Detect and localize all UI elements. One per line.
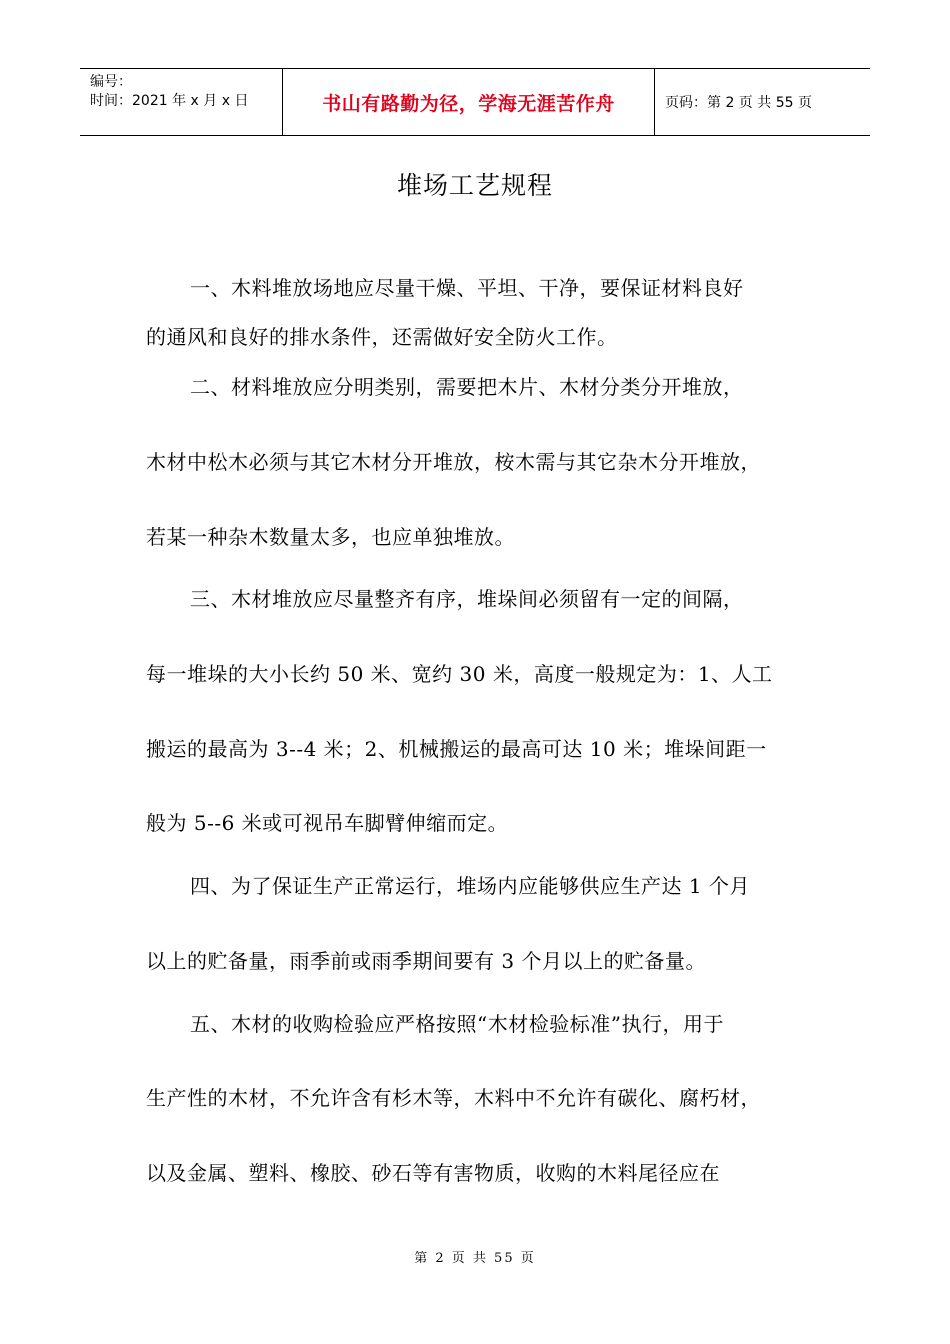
body-line: 般为 5--6 米或可视吊车脚臂伸缩而定。 — [146, 811, 509, 835]
body-line: 三、木材堆放应尽量整齐有序，堆垛间必须留有一定的间隔， — [190, 587, 744, 611]
body-line: 的通风和良好的排水条件，还需做好安全防火工作。 — [146, 325, 618, 349]
body-line: 生产性的木材，不允许含有杉木等，木料中不允许有碳化、腐朽材， — [146, 1086, 761, 1110]
header-motto: 书山有路勤为径，学海无涯苦作舟 — [282, 69, 655, 135]
body-line: 四、为了保证生产正常运行，堆场内应能够供应生产达 1 个月 — [190, 874, 750, 898]
document-title: 堆场工艺规程 — [396, 171, 553, 200]
body-line: 木材中松木必须与其它木材分开堆放，桉木需与其它杂木分开堆放， — [146, 450, 761, 474]
body-line: 二、材料堆放应分明类别，需要把木片、木材分类分开堆放， — [190, 375, 744, 399]
body-line: 每一堆垛的大小长约 50 米、宽约 30 米，高度一般规定为：1、人工 — [146, 662, 773, 686]
header-meta — [80, 69, 282, 135]
body-line: 若某一种杂木数量太多，也应单独堆放。 — [146, 525, 515, 549]
body-line: 搬运的最高为 3--4 米；2、机械搬运的最高可达 10 米；堆垛间距一 — [146, 737, 767, 761]
time-label: 时间：2021 年 x 月 x 日 — [90, 93, 249, 109]
page-footer: 第 2 页 共 55 页 — [414, 1251, 536, 1266]
body-line: 一、木料堆放场地应尽量干燥、平坦、干净，要保证材料良好 — [190, 276, 744, 300]
body-line: 以上的贮备量，雨季前或雨季期间要有 3 个月以上的贮备量。 — [146, 949, 706, 973]
body-line: 五、木材的收购检验应严格按照“木材检验标准”执行，用于 — [190, 1012, 724, 1036]
body-line: 以及金属、塑料、橡胶、砂石等有害物质，收购的木料尾径应在 — [146, 1161, 720, 1185]
code-label: 编号： — [90, 74, 132, 90]
header-page-label: 页码：第 2 页 共 55 页 — [665, 95, 812, 111]
document-header — [80, 68, 870, 136]
